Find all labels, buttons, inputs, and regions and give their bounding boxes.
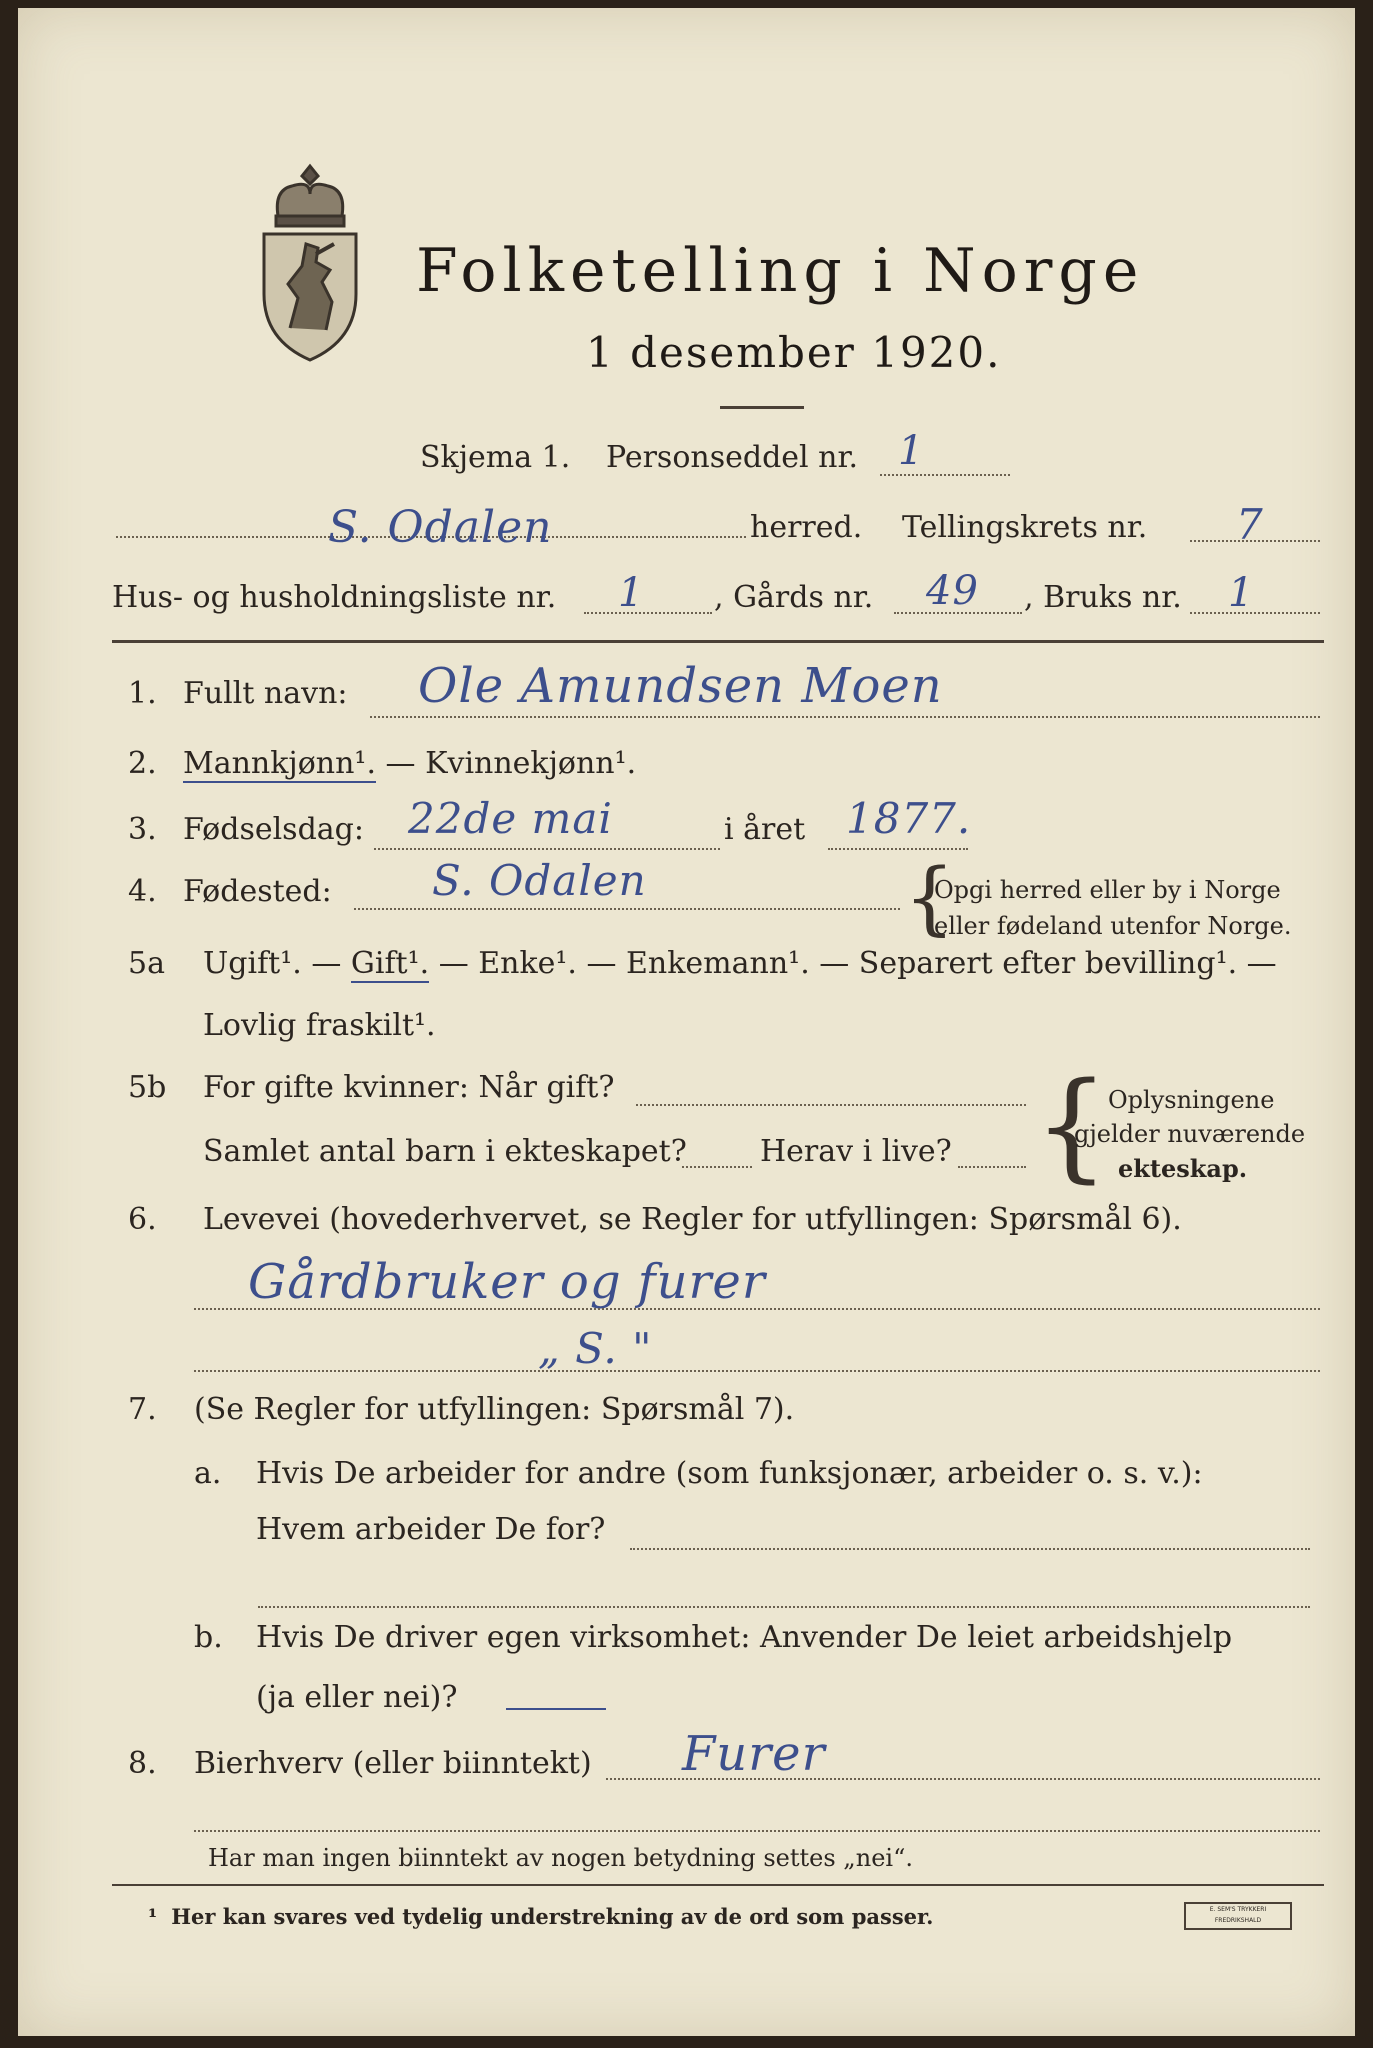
hus-value: 1 (618, 570, 645, 616)
children-line (682, 1166, 752, 1168)
footnote-text: Her kan svares ved tydelig understrekning av de ord som passer. (171, 1904, 934, 1929)
occupation-value-2: „ S. " (538, 1324, 653, 1373)
side-income-line (606, 1778, 1320, 1780)
bruks-line (1190, 612, 1320, 614)
marital-sep: — (301, 946, 351, 981)
marital-status-options (203, 946, 1277, 981)
q7a-text: Hvis De arbeider for andre (som funksjonær, arbeider o. s. v.): (256, 1456, 1203, 1491)
q8-label: Bierhverv (eller biinntekt) (194, 1746, 592, 1781)
gards-line (894, 612, 1022, 614)
q5b-label-3: Herav i live? (760, 1134, 952, 1169)
marital-gift: Gift¹. (350, 946, 430, 981)
q6-label: Levevei (hovederhvervet, se Regler for utfyllingen: Spørsmål 6). (203, 1202, 1182, 1237)
gender-male-label: Mannkjønn¹. (183, 746, 376, 781)
occupation-value: Gårdbruker og furer (248, 1254, 766, 1310)
full-name-value: Ole Amundsen Moen (418, 658, 943, 714)
side-income-value: Furer (682, 1726, 826, 1782)
herred-value: S. Odalen (328, 502, 553, 553)
full-name-line (370, 716, 1320, 718)
gender-male (183, 746, 636, 781)
q2-number: 2. (128, 746, 157, 781)
q4-label: Fødested: (183, 874, 332, 909)
person-number-line (880, 474, 1010, 476)
herred-label: herred. (750, 510, 863, 545)
header-divider (112, 640, 1324, 643)
employer-line-2 (258, 1606, 1310, 1608)
q5b-brace: { (1034, 1056, 1110, 1194)
q5b-number: 5b (128, 1070, 167, 1105)
q5a-number: 5a (128, 946, 165, 981)
occupation-line-2 (194, 1370, 1320, 1372)
bruks-label: , Bruks nr. (1024, 580, 1182, 615)
krets-label: Tellingskrets nr. (902, 510, 1148, 545)
footnote-mark: ¹ (148, 1904, 158, 1929)
side-income-line-2 (194, 1830, 1320, 1832)
gards-label: , Gårds nr. (714, 580, 874, 615)
q1-number: 1. (128, 676, 157, 711)
birth-year-value: 1877. (846, 794, 972, 843)
gender-separator: — (376, 746, 426, 781)
marital-ugift: Ugift¹. (203, 946, 302, 981)
birthday-line (374, 848, 720, 850)
occupation-line-1 (194, 1308, 1320, 1310)
hus-label: Hus- og husholdningsliste nr. (112, 580, 557, 615)
q1-label: Fullt navn: (183, 676, 348, 711)
q6-number: 6. (128, 1202, 157, 1237)
q7a-text-2: Hvem arbeider De for? (256, 1512, 606, 1547)
q7-number: 7. (128, 1392, 157, 1427)
printer-stamp-text: E. SEM'S TRYKKERI FREDRIKSHALD (1209, 1906, 1267, 1924)
marital-rest: — Enke¹. — Enkemann¹. — Separert efter bevilling¹. — (429, 946, 1277, 981)
q4-number: 4. (128, 874, 157, 909)
q8-number: 8. (128, 1746, 157, 1781)
birthplace-line (354, 908, 900, 910)
birthday-value: 22de mai (408, 794, 613, 843)
q5b-label-1: For gifte kvinner: Når gift? (203, 1070, 615, 1105)
footnote-divider (112, 1884, 1324, 1886)
q7a-number: a. (194, 1456, 222, 1491)
q7b-number: b. (194, 1620, 223, 1655)
form-title: Folketelling i Norge (416, 236, 1145, 306)
q3-label: Fødselsdag: (183, 812, 364, 847)
bruks-value: 1 (1228, 570, 1255, 616)
birth-year-line (828, 848, 968, 850)
hus-line (584, 612, 712, 614)
birthplace-brace: { (904, 851, 955, 944)
gender-female-label: Kvinnekjønn¹. (425, 746, 637, 781)
q5b-label-2: Samlet antal barn i ekteskapet? (203, 1134, 687, 1169)
married-when-line (636, 1104, 1026, 1106)
marital-line-2: Lovlig fraskilt¹. (203, 1008, 436, 1043)
q7b-text-2: (ja eller nei)? (256, 1680, 458, 1715)
gards-value: 49 (926, 568, 979, 614)
q5b-note-2: gjelder nuværende (1074, 1120, 1306, 1148)
krets-line (1190, 540, 1320, 542)
birthplace-value: S. Odalen (432, 856, 647, 905)
census-form (18, 8, 1355, 2036)
q5b-note-1: Oplysningene (1108, 1086, 1275, 1114)
q5b-note-3: ekteskap. (1118, 1154, 1248, 1183)
alive-line (958, 1166, 1026, 1168)
printer-stamp (1184, 1902, 1292, 1930)
no-income-note: Har man ingen biinntekt av nogen betydning settes „nei“. (208, 1844, 913, 1872)
footnote (148, 1904, 933, 1929)
person-label: Personseddel nr. (606, 440, 859, 475)
birthplace-note-1: Opgi herred eller by i Norge (934, 876, 1281, 904)
q7b-text: Hvis De driver egen virksomhet: Anvender De leiet arbeidshjelp (256, 1620, 1233, 1655)
employer-line (630, 1548, 1310, 1550)
coat-of-arms-icon (250, 158, 370, 368)
q7-label: (Se Regler for utfyllingen: Spørsmål 7). (194, 1392, 795, 1427)
birthplace-note-2: eller fødeland utenfor Norge. (934, 912, 1292, 940)
krets-value: 7 (1236, 500, 1264, 549)
q3-number: 3. (128, 812, 157, 847)
title-divider (720, 406, 804, 409)
hired-help-answer-stroke (506, 1708, 606, 1710)
schema-label: Skjema 1. (420, 440, 571, 475)
year-label: i året (724, 812, 806, 847)
person-number-value: 1 (898, 428, 925, 474)
form-date: 1 desember 1920. (586, 328, 1002, 377)
